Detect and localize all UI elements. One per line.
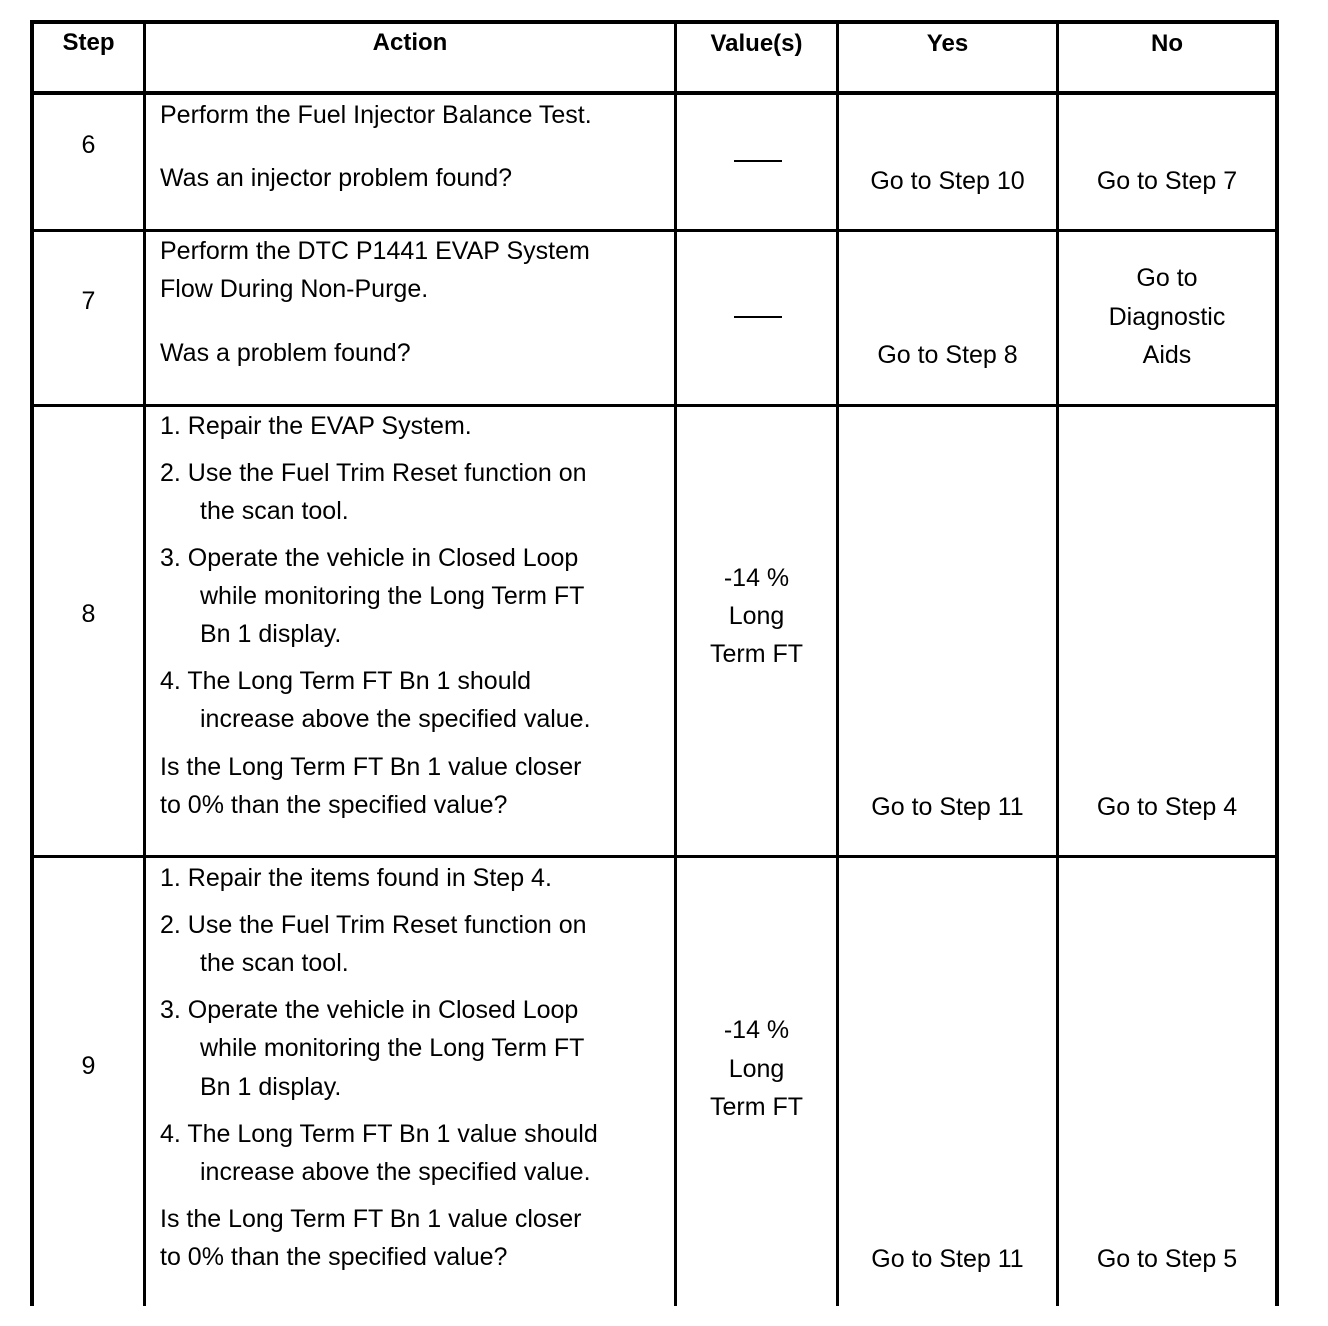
- column-divider: [1056, 20, 1059, 1306]
- yes-cell: Go to Step 8: [877, 341, 1018, 369]
- step-number: 6: [81, 131, 96, 159]
- value-cell: Term FT: [709, 640, 804, 668]
- action-text: 2. Use the Fuel Trim Reset function on: [160, 459, 587, 487]
- row-divider: [30, 91, 1279, 95]
- action-question: Is the Long Term FT Bn 1 value closer: [160, 753, 582, 781]
- action-text: 4. The Long Term FT Bn 1 should: [160, 667, 532, 695]
- column-divider: [836, 20, 839, 1306]
- action-text: 4. The Long Term FT Bn 1 value should: [160, 1120, 598, 1148]
- step-number: 7: [81, 287, 96, 315]
- action-text: 1. Repair the EVAP System.: [160, 412, 472, 440]
- row-divider: [30, 855, 1279, 858]
- yes-cell: Go to Step 10: [870, 167, 1025, 195]
- step-number: 8: [81, 600, 96, 628]
- action-text: increase above the specified value.: [200, 705, 591, 733]
- yes-cell: Go to Step 11: [871, 1245, 1024, 1273]
- step-number: 9: [81, 1052, 96, 1080]
- action-text: Flow During Non-Purge.: [160, 275, 429, 303]
- action-text: while monitoring the Long Term FT: [200, 582, 585, 610]
- value-dash: [734, 316, 782, 318]
- table-border-right: [1275, 20, 1279, 1306]
- value-cell: -14 %: [723, 564, 790, 592]
- no-cell: Aids: [1142, 341, 1192, 369]
- value-cell: Term FT: [709, 1093, 804, 1121]
- action-text: the scan tool.: [200, 497, 349, 525]
- action-text: Bn 1 display.: [200, 620, 342, 648]
- no-cell: Go to Step 4: [1096, 793, 1238, 821]
- action-question: to 0% than the specified value?: [160, 1243, 508, 1271]
- value-cell: Long: [728, 602, 785, 630]
- action-question: Was a problem found?: [160, 339, 411, 367]
- header-yes: Yes: [926, 30, 969, 57]
- action-question: to 0% than the specified value?: [160, 791, 508, 819]
- yes-cell: Go to Step 11: [871, 793, 1024, 821]
- header-action: Action: [372, 29, 448, 56]
- action-text: 3. Operate the vehicle in Closed Loop: [160, 996, 579, 1024]
- action-text: Bn 1 display.: [200, 1073, 342, 1101]
- table-border-left: [30, 20, 34, 1306]
- action-question: Is the Long Term FT Bn 1 value closer: [160, 1205, 582, 1233]
- action-text: 1. Repair the items found in Step 4.: [160, 864, 552, 892]
- action-text: 2. Use the Fuel Trim Reset function on: [160, 911, 587, 939]
- action-text: Perform the Fuel Injector Balance Test.: [160, 101, 592, 129]
- no-cell: Go to: [1136, 264, 1198, 292]
- action-text: while monitoring the Long Term FT: [200, 1034, 585, 1062]
- action-question: Was an injector problem found?: [160, 164, 513, 192]
- value-cell: Long: [728, 1055, 785, 1083]
- header-step: Step: [62, 29, 115, 56]
- value-cell: -14 %: [723, 1016, 790, 1044]
- header-no: No: [1151, 30, 1183, 57]
- column-divider: [143, 20, 146, 1306]
- value-dash: [734, 160, 782, 162]
- action-text: Perform the DTC P1441 EVAP System: [160, 237, 590, 265]
- action-text: the scan tool.: [200, 949, 349, 977]
- no-cell: Go to Step 5: [1096, 1245, 1238, 1273]
- action-text: increase above the specified value.: [200, 1158, 591, 1186]
- no-cell: Go to Step 7: [1096, 167, 1238, 195]
- no-cell: Diagnostic: [1108, 303, 1226, 331]
- action-text: 3. Operate the vehicle in Closed Loop: [160, 544, 579, 572]
- header-values: Value(s): [710, 30, 803, 57]
